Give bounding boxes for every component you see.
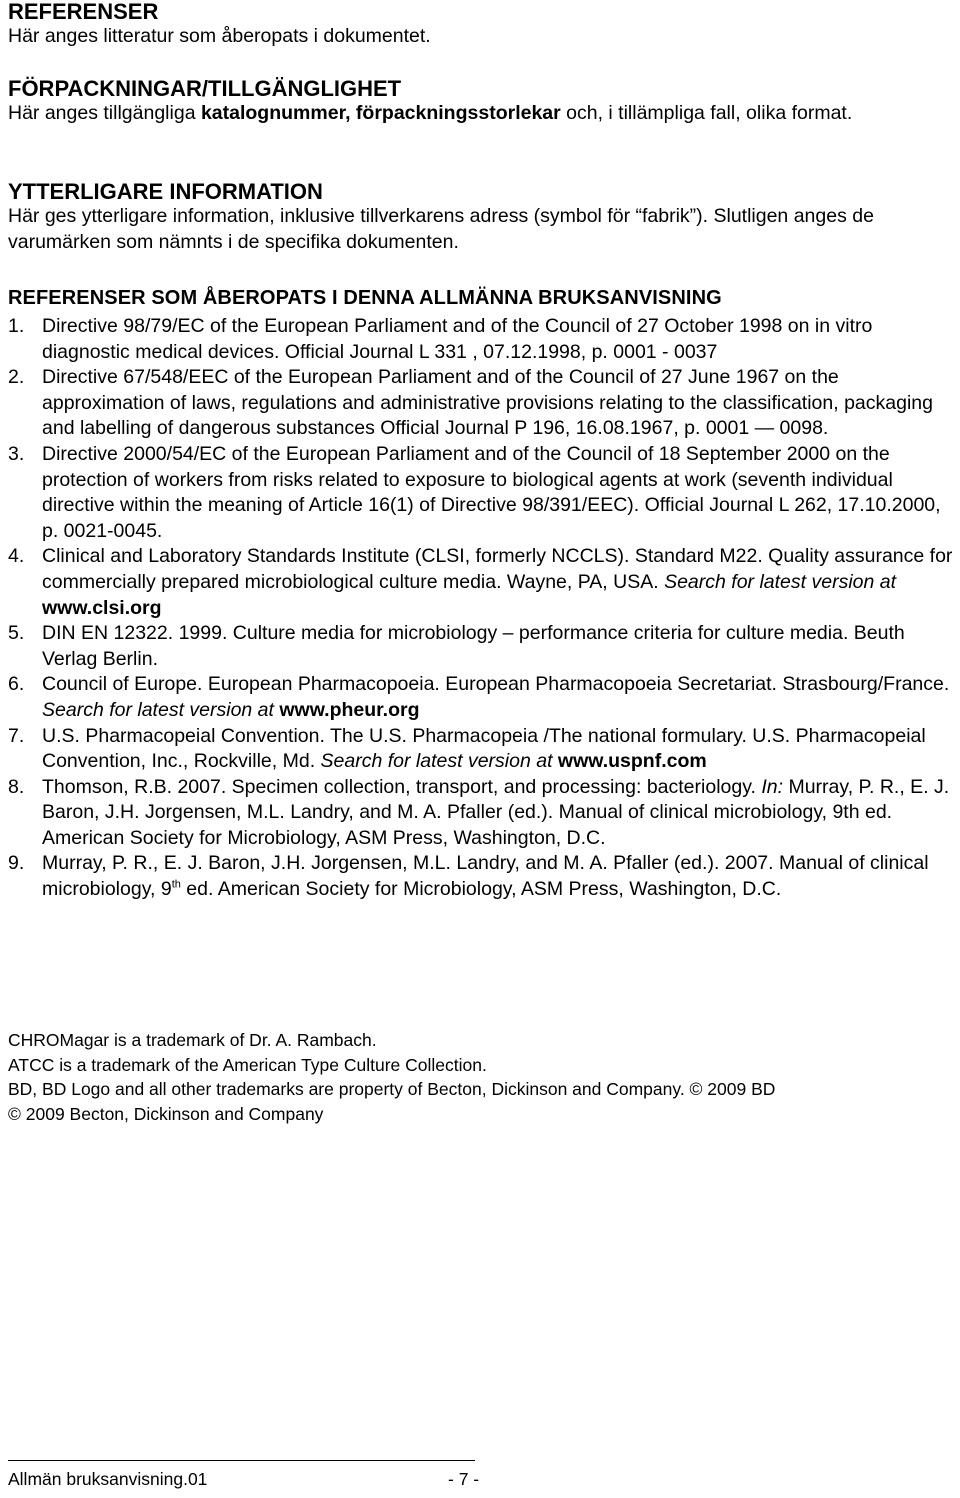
reference-item <box>8 365 953 442</box>
reference-link[interactable]: www.clsi.org <box>42 596 162 619</box>
reference-item <box>8 851 953 902</box>
reference-text: Murray, P. R., E. J. Baron, J.H. Jorgensen, M.L. Landry, and M. A. Pfaller (ed.). 2007. Manual of clinical microbiology, 9 <box>42 852 929 901</box>
reference-item <box>8 724 953 775</box>
body-text: och, i tillämpliga fall, olika format. <box>560 102 853 124</box>
section-body: Här anges litteratur som åberopats i dokumentet. <box>8 25 431 47</box>
footer-page-number: - 7 - <box>448 1469 480 1489</box>
reference-italic: In: <box>761 775 784 798</box>
reference-text: Directive 67/548/EEC of the European Parliament and of the Council of 27 June 1967 on the approximation of laws, regulations and administrative provisions relating to the classification, packaging and labelling of dangerous substances Official Journal P 196, 16.08.1967, p. 0001 — 0098. <box>42 366 933 440</box>
reference-item <box>8 544 953 621</box>
trademark-line: BD, BD Logo and all other trademarks are property of Becton, Dickinson and Company. © 2009 BD <box>8 1079 776 1099</box>
section-body: Här ges ytterligare information, inklusive tillverkarens adress (symbol för “fabrik”). Slutligen anges de varumärken som nämnts i de specifika dokumenten. <box>8 205 874 253</box>
reference-item <box>8 775 953 852</box>
reference-text: Directive 98/79/EC of the European Parliament and of the Council of 27 October 1998 on in vitro diagnostic medical devices. Official Journal L 331 , 07.12.1998, p. 0001 - 0037 <box>42 315 873 363</box>
reference-number: 3. <box>8 442 25 465</box>
reference-text: Clinical and Laboratory Standards Institute (CLSI, formerly NCCLS). Standard M22. Quality assurance for commercially prepared microbiological culture media. Wayne, PA, USA. <box>42 545 953 593</box>
reference-italic: Search for latest version at <box>664 570 897 593</box>
trademark-line: CHROMagar is a trademark of Dr. A. Rambach. <box>8 1030 377 1050</box>
section-body <box>8 101 953 127</box>
reference-number: 7. <box>8 724 25 747</box>
body-text: Här anges tillgängliga <box>8 102 201 124</box>
reference-italic: Search for latest version at <box>42 698 280 721</box>
body-bold-text: katalognummer, förpackningsstorlekar <box>200 102 561 124</box>
section-heading: YTTERLIGARE INFORMATION <box>8 179 323 204</box>
reference-text: Thomson, R.B. 2007. Specimen collection, transport, and processing: bacteriology. <box>42 775 762 798</box>
reference-item <box>8 672 953 723</box>
footer-divider <box>8 1460 475 1461</box>
section-referenser <box>8 0 953 50</box>
section-heading: REFERENSER <box>8 0 159 24</box>
reference-text: Directive 2000/54/EC of the European Parliament and of the Council of 18 September 2000 on the protection of workers from risks related to exposure to biological agents at work (seventh individual directive within the meaning of Article 16(1) of Directive 98/391/EEC). Official Journal L 262, 17.10.2000, p. 0021-0045. <box>42 442 941 542</box>
trademark-notice <box>8 1028 953 1126</box>
reference-number: 9. <box>8 852 25 875</box>
reference-number: 2. <box>8 366 25 389</box>
section-heading: REFERENSER SOM ÅBEROPATS I DENNA ALLMÄNNA BRUKSANVISNING <box>8 287 722 309</box>
reference-number: 4. <box>8 545 25 568</box>
reference-number: 1. <box>8 315 25 337</box>
reference-text: Council of Europe. European Pharmacopoeia. European Pharmacopoeia Secretariat. Strasbourg/France. <box>42 673 950 696</box>
reference-link[interactable]: www.uspnf.com <box>557 750 707 773</box>
reference-text: U.S. Pharmacopeial Convention. The U.S. Pharmacopeia /The national formulary. U.S. Pharmacopeial Convention, Inc., Rockville, Md. <box>42 724 926 773</box>
section-ytterligare <box>8 180 953 255</box>
footer-document-title: Allmän bruksanvisning.01 <box>8 1469 208 1489</box>
reference-number: 6. <box>8 673 25 696</box>
reference-italic: Search for latest version at <box>320 750 558 773</box>
reference-number: 8. <box>8 775 25 798</box>
reference-superscript: th <box>171 878 181 891</box>
reference-text-continued: ed. American Society for Microbiology, ASM Press, Washington, D.C. <box>180 878 782 901</box>
trademark-line: ATCC is a trademark of the American Type Culture Collection. <box>8 1054 487 1075</box>
copyright-line: © 2009 Becton, Dickinson and Company <box>8 1103 324 1124</box>
section-references-cited <box>8 286 953 903</box>
section-forpackningar <box>8 77 953 127</box>
reference-text: DIN EN 12322. 1999. Culture media for microbiology – performance criteria for culture media. Beuth Verlag Berlin. <box>42 622 905 670</box>
reference-item <box>8 442 953 544</box>
reference-item <box>8 621 953 672</box>
section-heading: FÖRPACKNINGAR/TILLGÄNGLIGHET <box>8 76 402 101</box>
reference-link[interactable]: www.pheur.org <box>279 698 420 721</box>
reference-list <box>8 314 953 903</box>
reference-item <box>8 314 953 365</box>
reference-text-continued: Murray, P. R., E. J. Baron, J.H. Jorgensen, M.L. Landry, and M. A. Pfaller (ed.). Manual of clinical microbiology, 9th ed. American Society for Microbiology, ASM Press, Washington, D.C. <box>42 775 950 849</box>
reference-number: 5. <box>8 622 25 645</box>
